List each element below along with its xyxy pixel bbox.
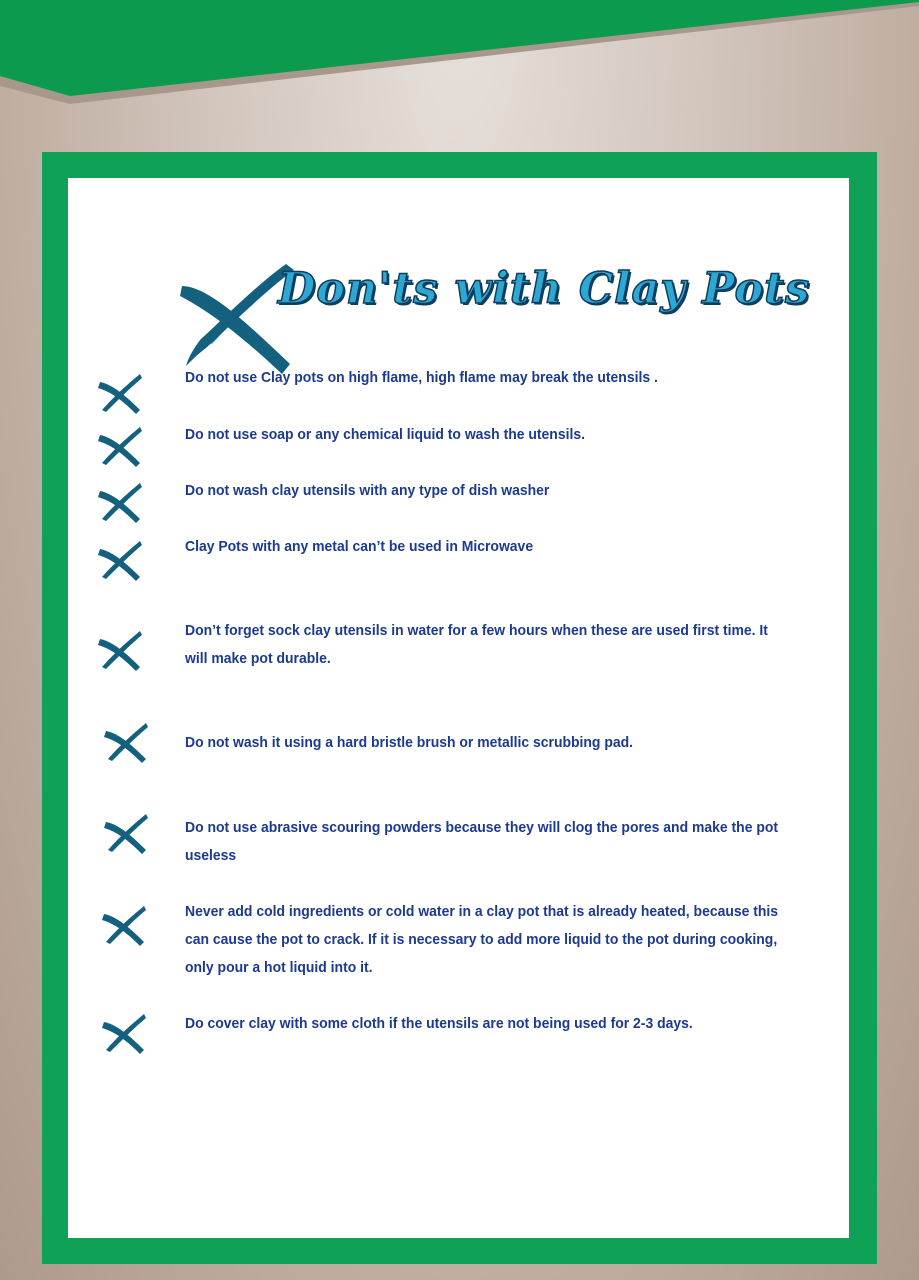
item-text: Do cover clay with some cloth if the utensils are not being used for 2-3 days. (185, 1015, 693, 1032)
x-cross-icon (96, 481, 144, 523)
x-cross-icon (102, 721, 150, 763)
item-text: Don’t forget sock clay utensils in water for a few hours when these are used first time. It will make pot durable. (185, 622, 768, 667)
top-green-banner (0, 0, 919, 110)
green-frame (42, 152, 877, 1264)
content-sheet (68, 178, 849, 1238)
x-cross-icon (102, 812, 150, 854)
item-text: Never add cold ingredients or cold water in a clay pot that is already heated, because this can cause the pot to crack. If it is necessary to add more liquid to the pot during cooking, only pour a hot liquid into it. (185, 903, 779, 976)
x-cross-icon (96, 372, 144, 414)
item-text: Clay Pots with any metal can’t be used in Microwave (185, 538, 534, 555)
item-text: Do not use Clay pots on high flame, high flame may break the utensils . (185, 369, 658, 386)
item-text: Do not wash it using a hard bristle brush or metallic scrubbing pad. (185, 734, 634, 751)
item-text: Do not use abrasive scouring powders because they will clog the pores and make the pot useless (185, 819, 779, 864)
item-text: Do not wash clay utensils with any type of dish washer (185, 482, 550, 499)
x-cross-icon (96, 425, 144, 467)
item-text: Do not use soap or any chemical liquid to wash the utensils. (185, 426, 585, 443)
x-cross-icon (96, 629, 144, 671)
page-title: Don'ts with Clay Pots (278, 264, 811, 314)
x-cross-icon (96, 539, 144, 581)
x-cross-icon (100, 1012, 148, 1054)
x-cross-icon (100, 904, 148, 946)
